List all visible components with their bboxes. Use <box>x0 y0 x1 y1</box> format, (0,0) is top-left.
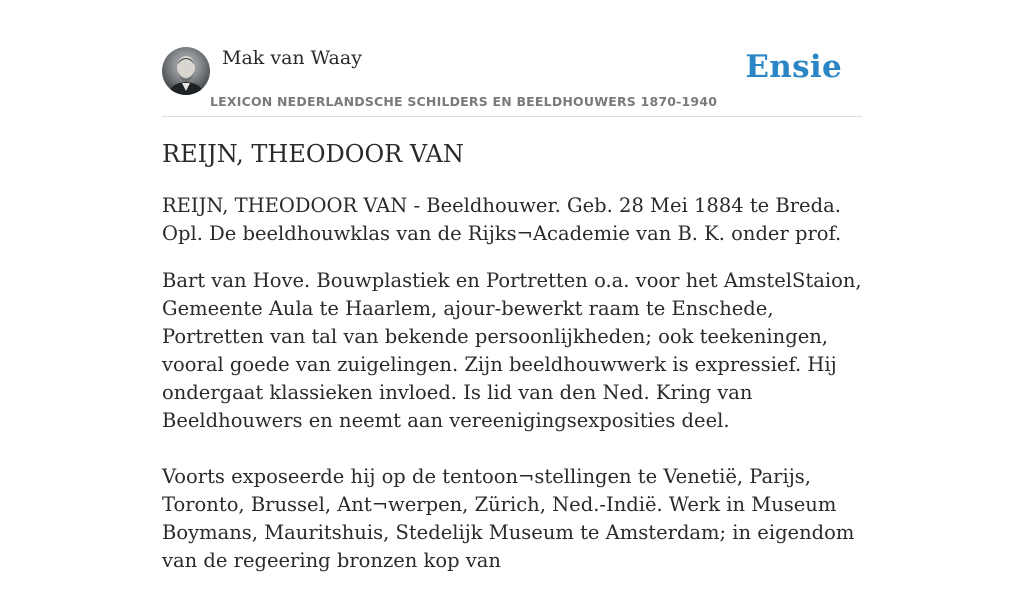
portrait-icon <box>162 47 210 95</box>
brand-logo[interactable]: Ensie <box>745 49 842 85</box>
author-avatar[interactable] <box>162 47 210 95</box>
author-name[interactable]: Mak van Waay <box>222 47 362 69</box>
article-paragraph: Bart van Hove. Bouwplastiek en Portretten o.a. voor het AmstelStaion, Gemeente Aula te Haarlem, ajour-bewerkt raam te Enschede, Portretten van tal van bekende persoonlijkheden; ook teekeningen, vooral goede van zuigelingen. Zijn beeldhouwwerk is expressief. Hij ondergaat klassieken invloed. Is lid van den Ned. Kring van Beeldhouwers en neemt aan vereenigingsexposities deel. <box>162 269 862 432</box>
page-header <box>162 45 862 117</box>
article-paragraph: Voorts exposeerde hij op de tentoon¬stellingen te Venetië, Parijs, Toronto, Brussel, Ant¬werpen, Zürich, Ned.-Indië. Werk in Museum Boymans, Mauritshuis, Stedelijk Museum te Amsterdam; in eigendom van de regeering bronzen kop van <box>162 465 855 572</box>
article-title: REIJN, THEODOOR VAN <box>162 140 464 168</box>
article-body <box>162 192 872 594</box>
source-title[interactable]: LEXICON NEDERLANDSCHE SCHILDERS EN BEELDHOUWERS 1870-1940 <box>210 94 718 109</box>
article-paragraph: REIJN, THEODOOR VAN - Beeldhouwer. Geb. 28 Mei 1884 te Breda. Opl. De beeldhouwklas van de Rijks¬Academie van B. K. onder prof. <box>162 194 842 245</box>
